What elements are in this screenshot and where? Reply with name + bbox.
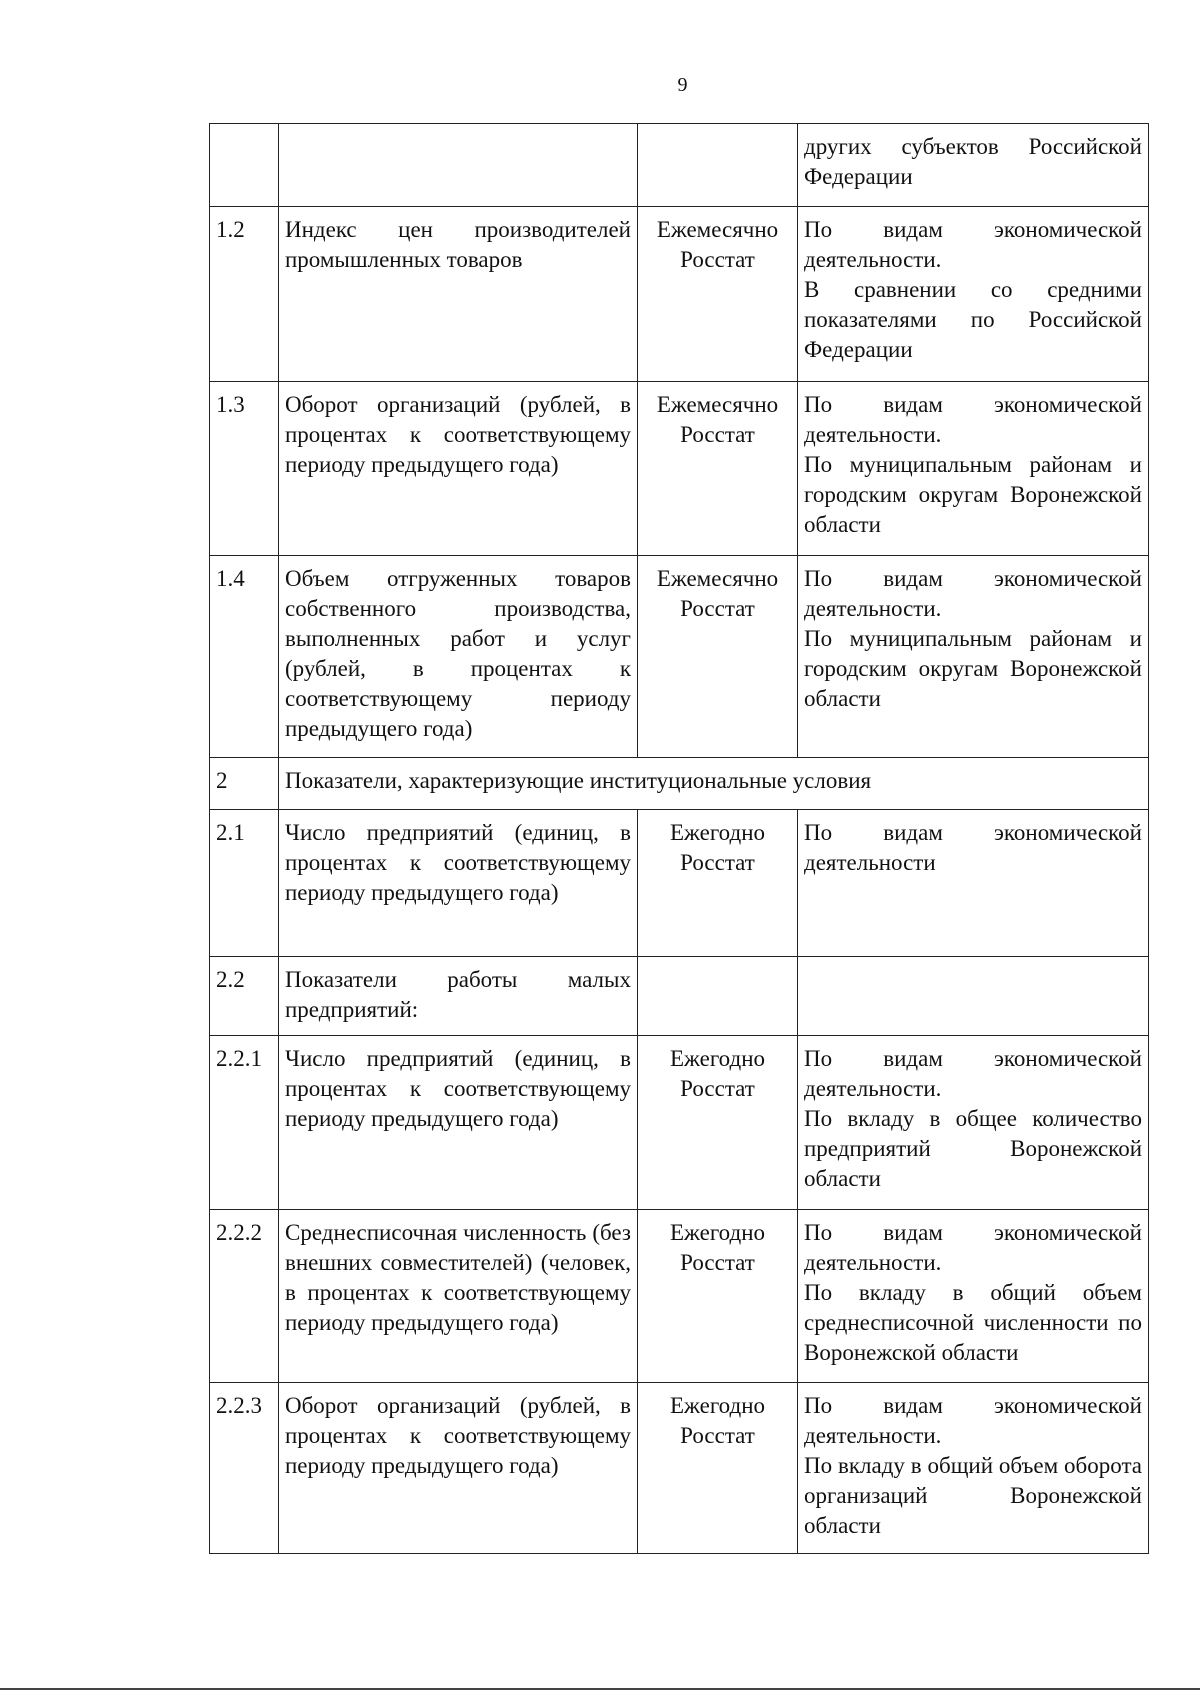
indicator-name: Показатели работы малых предприятий: bbox=[279, 957, 638, 1036]
frequency: Ежемесячно bbox=[656, 217, 779, 242]
notes-cell bbox=[798, 1210, 1149, 1383]
table-row bbox=[210, 124, 1149, 207]
table-row bbox=[210, 382, 1149, 556]
source: Росстат bbox=[680, 422, 755, 447]
row-number: 2.2.3 bbox=[210, 1383, 279, 1554]
table-row bbox=[210, 207, 1149, 382]
indicator-name: Индекс цен производителей промышленных товаров bbox=[279, 207, 638, 382]
note: По видам экономической деятельности. bbox=[804, 217, 1142, 272]
row-number: 2.2.2 bbox=[210, 1210, 279, 1383]
source: Росстат bbox=[680, 850, 755, 875]
note: По вкладу в общий объем оборота организаций Воронежской области bbox=[804, 1453, 1142, 1538]
note: По видам экономической деятельности. bbox=[804, 1046, 1142, 1101]
row-number bbox=[210, 124, 279, 207]
table-row bbox=[210, 556, 1149, 758]
notes-cell bbox=[798, 124, 1149, 207]
row-number: 2.2 bbox=[210, 957, 279, 1036]
note: По видам экономической деятельности. bbox=[804, 1220, 1142, 1275]
frequency: Ежегодно bbox=[669, 1220, 766, 1245]
note: По видам экономической деятельности. bbox=[804, 566, 1142, 621]
notes-cell bbox=[798, 382, 1149, 556]
note: По вкладу в общее количество предприятий Воронежской области bbox=[804, 1106, 1142, 1191]
source: Росстат bbox=[680, 1076, 755, 1101]
indicators-table bbox=[209, 123, 1149, 1554]
row-number: 2.1 bbox=[210, 810, 279, 957]
notes-cell bbox=[798, 810, 1149, 957]
row-number: 1.3 bbox=[210, 382, 279, 556]
note: По муниципальным районам и городским округам Воронежской области bbox=[804, 626, 1142, 711]
frequency-cell bbox=[638, 382, 798, 556]
indicator-name: Среднесписочная численность (без внешних совместителей) (человек, в процентах к соответствующему периоду предыдущего года) bbox=[279, 1210, 638, 1383]
source: Росстат bbox=[680, 1423, 755, 1448]
table-row bbox=[210, 957, 1149, 1036]
indicator-name: Число предприятий (единиц, в процентах к соответствующему периоду предыдущего года) bbox=[279, 1036, 638, 1210]
notes-cell bbox=[798, 1036, 1149, 1210]
note: По видам экономической деятельности. bbox=[804, 392, 1142, 447]
table-row bbox=[210, 1210, 1149, 1383]
notes-cell bbox=[798, 957, 1149, 1036]
indicator-name: Объем отгруженных товаров собственного производства, выполненных работ и услуг (рублей, в процентах к соответствующему периоду предыдущего года) bbox=[279, 556, 638, 758]
notes-cell bbox=[798, 1383, 1149, 1554]
note: По видам экономической деятельности. bbox=[804, 1393, 1142, 1448]
indicator-name bbox=[279, 124, 638, 207]
frequency-cell bbox=[638, 207, 798, 382]
note: По видам экономической деятельности bbox=[804, 820, 1142, 875]
source: Росстат bbox=[680, 596, 755, 621]
note: По вкладу в общий объем среднесписочной численности по Воронежской области bbox=[804, 1280, 1142, 1365]
frequency-cell bbox=[638, 556, 798, 758]
frequency: Ежемесячно bbox=[656, 566, 779, 591]
notes-cell bbox=[798, 556, 1149, 758]
frequency-cell bbox=[638, 957, 798, 1036]
frequency-cell bbox=[638, 1036, 798, 1210]
indicator-name: Оборот организаций (рублей, в процентах к соответствующему периоду предыдущего года) bbox=[279, 1383, 638, 1554]
table-row bbox=[210, 1036, 1149, 1210]
indicator-name: Число предприятий (единиц, в процентах к соответствующему периоду предыдущего года) bbox=[279, 810, 638, 957]
page-number: 9 bbox=[677, 74, 688, 96]
source: Росстат bbox=[680, 1250, 755, 1275]
indicator-name: Оборот организаций (рублей, в процентах к соответствующему периоду предыдущего года) bbox=[279, 382, 638, 556]
frequency-cell bbox=[638, 1210, 798, 1383]
row-number: 1.4 bbox=[210, 556, 279, 758]
frequency: Ежегодно bbox=[669, 820, 766, 845]
table-row bbox=[210, 810, 1149, 957]
scan-edge-line bbox=[0, 1688, 1200, 1690]
frequency-cell bbox=[638, 810, 798, 957]
note: В сравнении со средними показателями по Российской Федерации bbox=[804, 277, 1142, 362]
notes-cell bbox=[798, 207, 1149, 382]
frequency: Ежегодно bbox=[669, 1393, 766, 1418]
table-row bbox=[210, 1383, 1149, 1554]
row-number: 1.2 bbox=[210, 207, 279, 382]
section-title: Показатели, характеризующие институциональные условия bbox=[279, 758, 1149, 810]
frequency-cell bbox=[638, 124, 798, 207]
note: других субъектов Российской Федерации bbox=[804, 134, 1142, 189]
frequency: Ежемесячно bbox=[656, 392, 779, 417]
section-row bbox=[210, 758, 1149, 810]
row-number: 2.2.1 bbox=[210, 1036, 279, 1210]
row-number: 2 bbox=[210, 758, 279, 810]
note: По муниципальным районам и городским округам Воронежской области bbox=[804, 452, 1142, 537]
frequency: Ежегодно bbox=[669, 1046, 766, 1071]
frequency-cell bbox=[638, 1383, 798, 1554]
source: Росстат bbox=[680, 247, 755, 272]
